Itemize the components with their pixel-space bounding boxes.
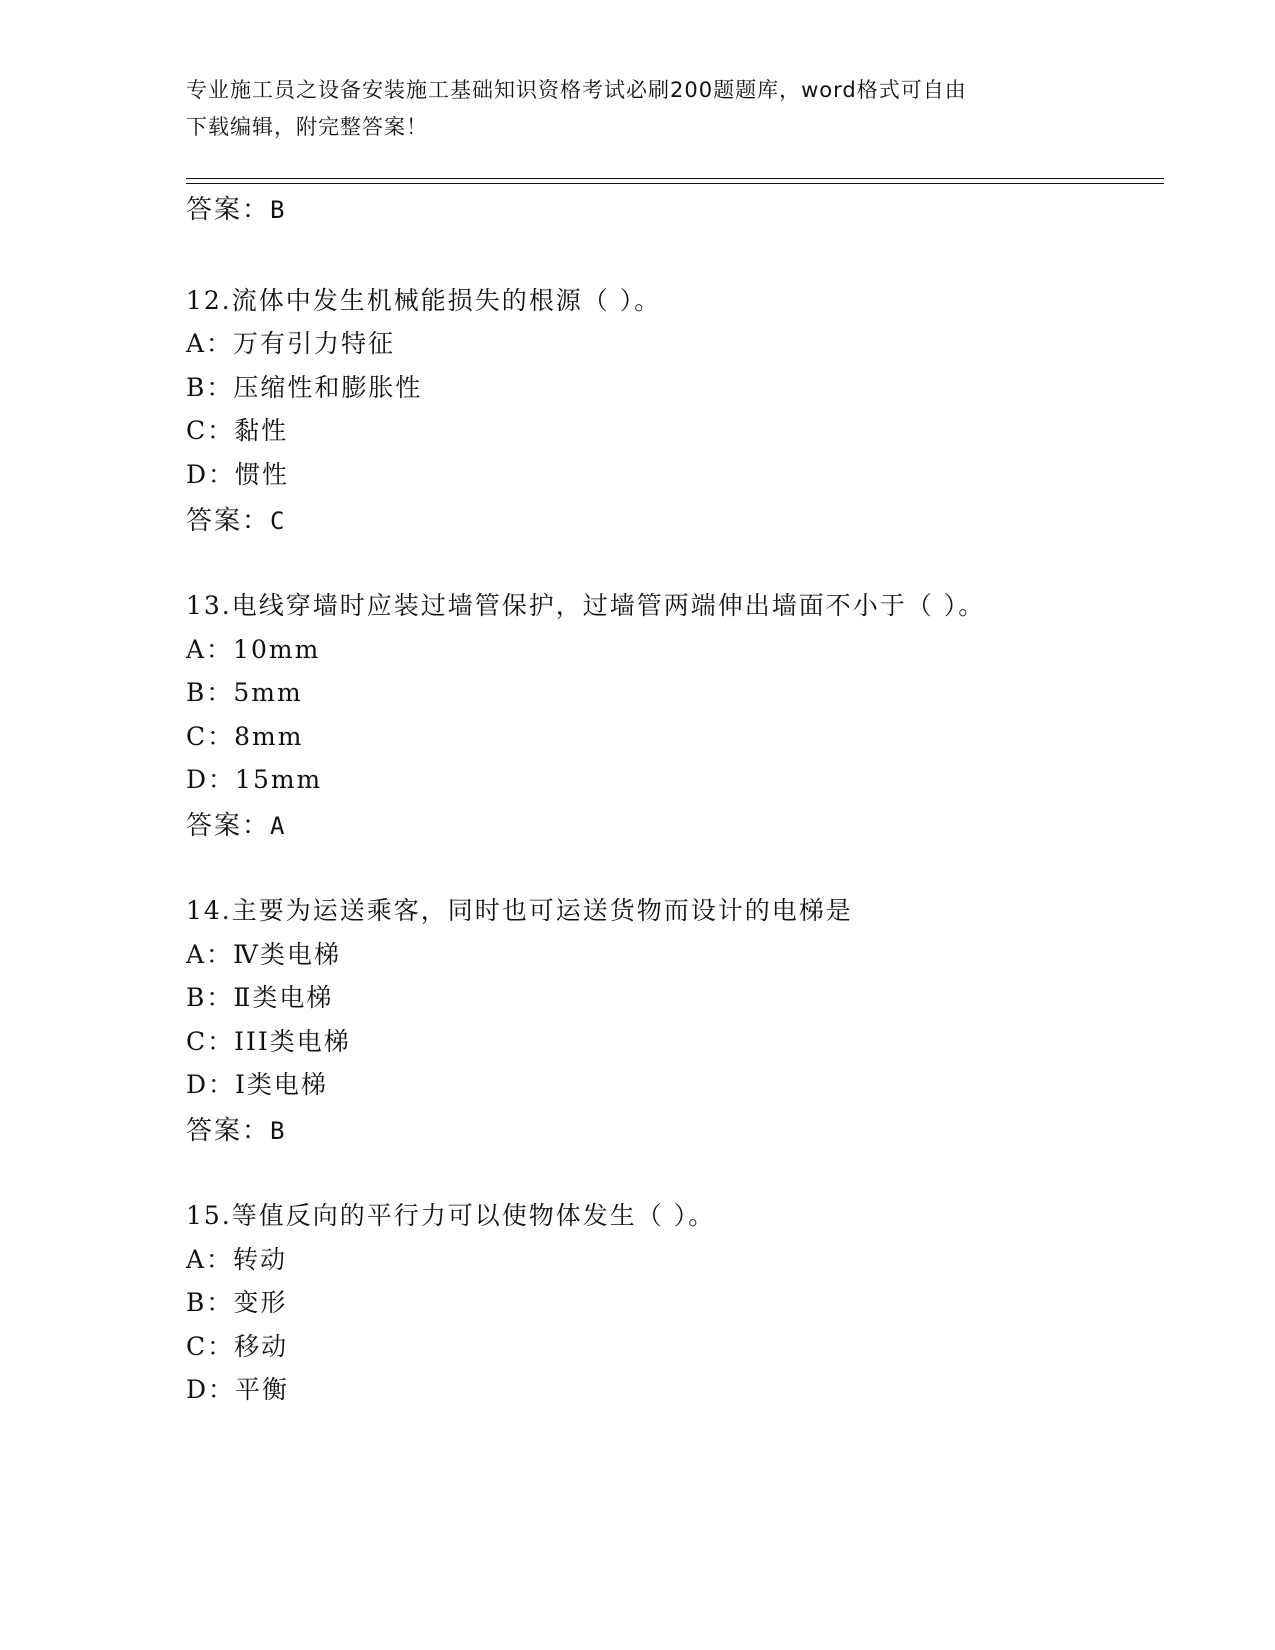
option-d: D：Ⅰ类电梯: [186, 1070, 328, 1099]
option-a: A：转动: [186, 1245, 288, 1274]
answer-value: B: [270, 196, 287, 224]
option-d: D：惯性: [186, 460, 290, 489]
header-line-1: 专业施工员之设备安装施工基础知识资格考试必刷200题题库，word格式可自由: [186, 78, 967, 102]
answer-value: A: [270, 812, 287, 840]
answer-line: [186, 189, 286, 226]
header-divider-top: [186, 178, 1164, 179]
answer-label: 答案：: [186, 506, 271, 536]
question-stem: 15.等值反向的平行力可以使物体发生（ ）。: [186, 1201, 716, 1230]
answer-label: 答案：: [186, 1116, 271, 1146]
option-a: A：万有引力特征: [186, 329, 396, 358]
option-c: C：III类电梯: [186, 1027, 351, 1056]
option-d: D：15mm: [186, 765, 323, 794]
option-a: A：10mm: [186, 635, 321, 664]
option-b: B：变形: [186, 1288, 288, 1317]
answer-value: C: [270, 507, 287, 535]
header-line-2: 下载编辑，附完整答案！: [186, 115, 428, 139]
answer-line: [186, 805, 286, 842]
question-stem: 14.主要为运送乘客，同时也可运送货物而设计的电梯是: [186, 896, 853, 925]
option-c: C：移动: [186, 1332, 289, 1361]
answer-value: B: [270, 1117, 287, 1145]
document-header: [186, 72, 1086, 146]
answer-label: 答案：: [186, 195, 271, 225]
option-b: B：5mm: [186, 678, 303, 707]
option-c: C：8mm: [186, 722, 304, 751]
option-d: D：平衡: [186, 1375, 290, 1404]
option-c: C：黏性: [186, 416, 289, 445]
option-a: A：Ⅳ类电梯: [186, 940, 342, 969]
header-divider-bottom: [186, 183, 1164, 184]
option-b: B：Ⅱ类电梯: [186, 983, 334, 1012]
option-b: B：压缩性和膨胀性: [186, 373, 423, 402]
question-stem: 12.流体中发生机械能损失的根源（ ）。: [186, 286, 662, 315]
answer-label: 答案：: [186, 811, 271, 841]
answer-line: [186, 500, 286, 537]
answer-line: [186, 1110, 286, 1147]
question-stem: 13.电线穿墙时应装过墙管保护，过墙管两端伸出墙面不小于（ ）。: [186, 591, 986, 620]
